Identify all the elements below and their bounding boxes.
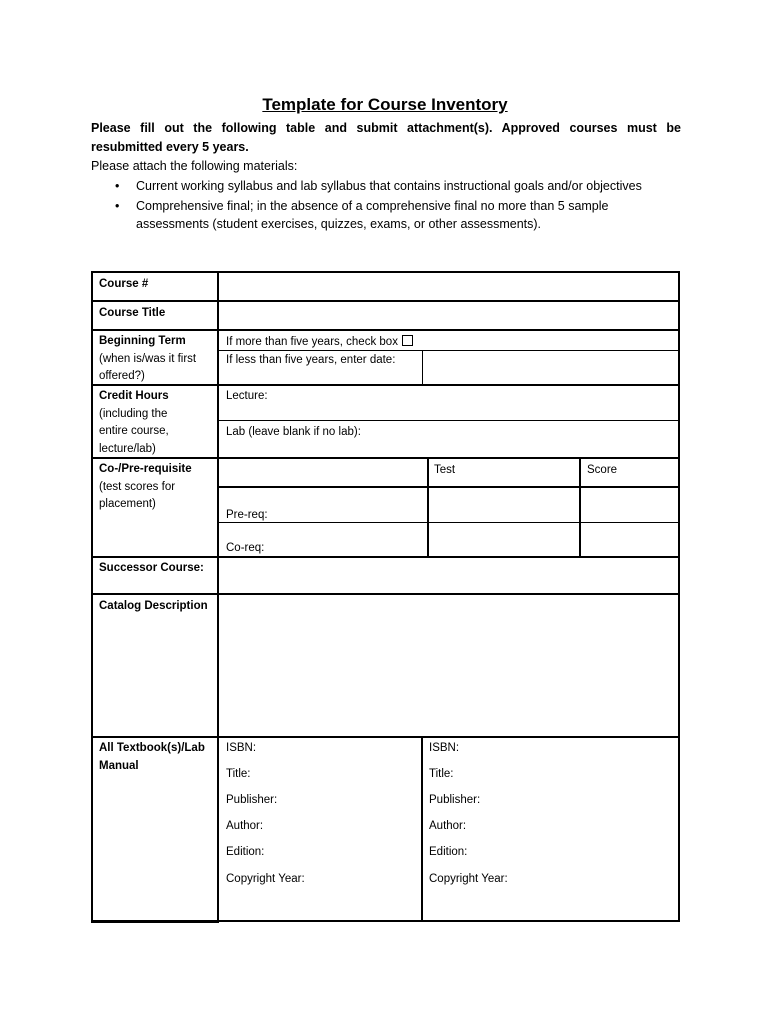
copyright-year-field: Copyright Year:	[226, 873, 305, 885]
page-title: Template for Course Inventory	[262, 95, 508, 114]
title-field: Title:	[429, 768, 454, 780]
lecture-label: Lecture:	[226, 390, 268, 402]
attach-label: Please attach the following materials:	[91, 159, 298, 173]
textbooks-label: All Textbook(s)/Lab Manual	[99, 742, 205, 772]
isbn-field: ISBN:	[226, 742, 257, 754]
beginning-term-label: Beginning Term (when is/was it first offered?)	[99, 335, 197, 382]
materials-list	[91, 177, 681, 235]
publisher-field: Publisher:	[429, 794, 481, 806]
bullet-icon: •	[115, 199, 120, 213]
coreq-label: Co-req:	[226, 542, 265, 554]
checkbox[interactable]	[402, 335, 413, 346]
course-title-label: Course Title	[99, 307, 166, 319]
prereq-label: Pre-req:	[226, 509, 268, 521]
score-header: Score	[587, 464, 618, 476]
isbn-field: ISBN:	[429, 742, 460, 754]
list-item: • Current working syllabus and lab syllabus that contains instructional goals and/or objectives	[115, 179, 642, 193]
edition-field: Edition:	[226, 846, 265, 858]
intro-instructions: Please fill out the following table and submit attachment(s). Approved courses must be resubmitted every 5 years.	[91, 121, 681, 154]
edition-field: Edition:	[429, 846, 468, 858]
title-field: Title:	[226, 768, 251, 780]
successor-course-label: Successor Course:	[99, 562, 204, 574]
publisher-field: Publisher:	[226, 794, 278, 806]
credit-hours-label: Credit Hours (including the entire course, lecture/lab)	[99, 390, 169, 455]
coprereq-label: Co-/Pre-requisite (test scores for placement)	[99, 463, 192, 510]
catalog-description-label: Catalog Description	[99, 600, 208, 612]
check-box-row: If more than five years, check box	[226, 334, 413, 351]
bullet-icon: •	[115, 179, 120, 193]
lab-label: Lab (leave blank if no lab):	[226, 426, 361, 438]
list-item: • Comprehensive final; in the absence of a comprehensive final no more than 5 sample assessments (student exercises, quizzes, exams, or other assessments).	[115, 199, 609, 231]
enter-date-label: If less than five years, enter date:	[226, 354, 396, 366]
course-number-label: Course #	[99, 278, 149, 290]
author-field: Author:	[429, 820, 467, 832]
copyright-year-field: Copyright Year:	[429, 873, 508, 885]
author-field: Author:	[226, 820, 264, 832]
test-header: Test	[434, 464, 456, 476]
